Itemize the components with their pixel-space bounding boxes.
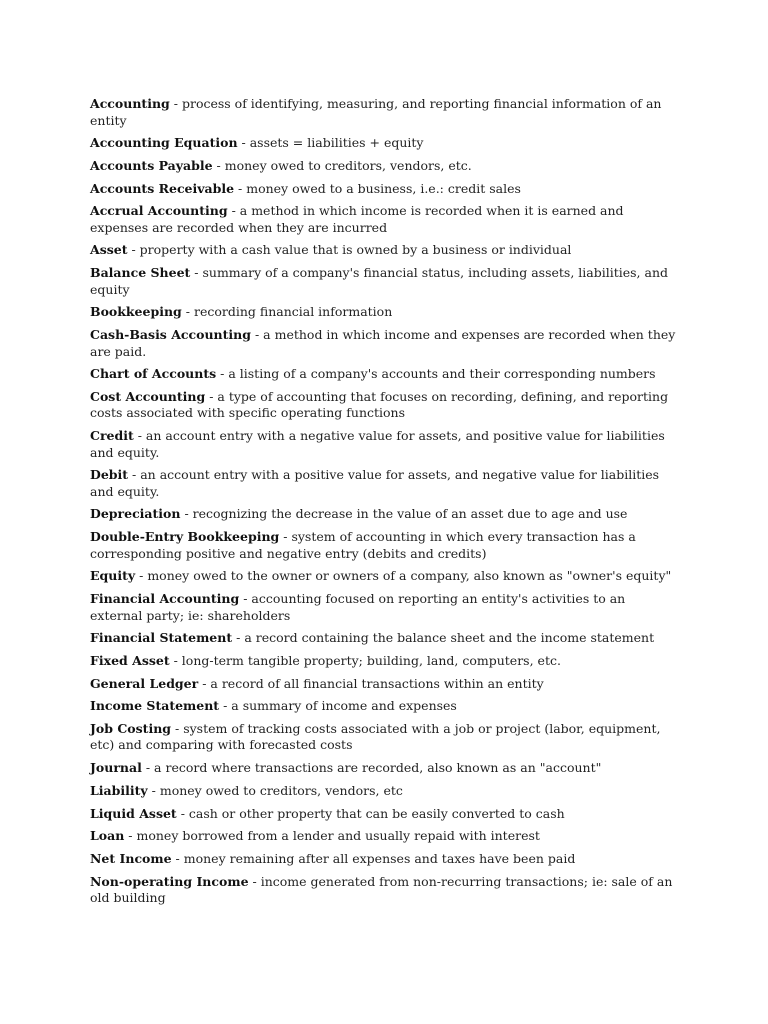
glossary-definition: money remaining after all expenses and taxes have been paid	[183, 850, 576, 866]
term-separator: -	[219, 698, 232, 714]
glossary-definition: a listing of a company's accounts and their corresponding numbers	[228, 366, 656, 382]
glossary-term: Accounts Payable	[90, 157, 213, 173]
glossary-definition: a type of accounting that focuses on recording, defining, and reporting costs associated with specific operating functions	[90, 388, 669, 421]
glossary-term: Journal	[90, 760, 142, 776]
glossary-term: Depreciation	[90, 506, 181, 522]
term-separator: -	[127, 242, 140, 258]
glossary-term: Accrual Accounting	[90, 203, 228, 219]
glossary-entry	[90, 428, 680, 461]
glossary-list	[90, 96, 680, 907]
glossary-term: Debit	[90, 467, 129, 483]
term-separator: -	[133, 428, 146, 444]
term-separator: -	[176, 805, 189, 821]
glossary-definition: assets = liabilities + equity	[249, 135, 424, 151]
glossary-document	[90, 96, 680, 913]
glossary-definition: a summary of income and expenses	[231, 698, 457, 714]
glossary-term: Loan	[90, 828, 125, 844]
term-separator: -	[279, 529, 292, 545]
glossary-definition: money borrowed from a lender and usually repaid with interest	[136, 828, 540, 844]
glossary-definition: recording financial information	[193, 304, 393, 320]
glossary-entry	[90, 721, 680, 754]
glossary-term: Liquid Asset	[90, 805, 177, 821]
glossary-entry	[90, 630, 680, 647]
glossary-entry	[90, 653, 680, 670]
glossary-term: Credit	[90, 428, 134, 444]
term-separator: -	[141, 760, 155, 776]
glossary-definition: property with a cash value that is owned by a business or individual	[139, 242, 572, 258]
term-separator: -	[232, 630, 245, 646]
term-separator: -	[251, 327, 264, 342]
glossary-term: Asset	[90, 242, 128, 258]
glossary-definition: money owed to creditors, vendors, etc.	[224, 157, 472, 173]
glossary-definition: an account entry with a negative value for assets, and positive value for liabilities and equity.	[90, 428, 665, 460]
glossary-definition: accounting focused on reporting an entity's activities to an external party; ie: shareholders	[90, 591, 626, 623]
glossary-definition: a record of all financial transactions within an entity	[210, 675, 544, 691]
glossary-definition: system of accounting in which every transaction has a corresponding positive and negative entry (debits and credits)	[90, 529, 636, 561]
glossary-definition: summary of a company's financial status, including assets, liabilities, and equity	[90, 265, 668, 297]
glossary-entry	[90, 203, 680, 236]
glossary-entry	[90, 676, 680, 693]
glossary-definition: a method in which income and expenses are recorded when they are paid.	[90, 327, 676, 359]
term-separator: -	[216, 366, 229, 382]
glossary-entry	[90, 265, 680, 298]
glossary-entry	[90, 698, 680, 715]
glossary-entry	[90, 304, 680, 321]
glossary-definition: a method in which income is recorded when it is earned and expenses are recorded when they are incurred	[90, 203, 624, 235]
glossary-entry	[90, 135, 680, 152]
glossary-entry	[90, 760, 680, 777]
glossary-entry	[90, 96, 680, 129]
glossary-term: Fixed Asset	[90, 652, 170, 668]
glossary-term: Income Statement	[90, 698, 220, 714]
glossary-term: Non-operating Income	[90, 873, 249, 889]
glossary-entry	[90, 366, 680, 383]
glossary-entry	[90, 467, 680, 500]
term-separator: -	[147, 782, 160, 798]
term-separator: -	[135, 568, 148, 584]
glossary-entry	[90, 851, 680, 868]
glossary-entry	[90, 806, 680, 823]
glossary-definition: long-term tangible property; building, land, computers, etc.	[181, 652, 561, 668]
glossary-entry	[90, 242, 680, 259]
term-separator: -	[190, 265, 203, 281]
term-separator: -	[180, 506, 193, 522]
glossary-term: Double-Entry Bookkeeping	[90, 529, 280, 545]
glossary-term: Financial Statement	[90, 630, 233, 646]
glossary-term: Cash-Basis Accounting	[90, 327, 251, 342]
glossary-entry	[90, 389, 680, 422]
term-separator: -	[181, 304, 194, 320]
glossary-entry	[90, 828, 680, 845]
term-separator: -	[227, 203, 240, 219]
term-separator: -	[169, 96, 182, 111]
glossary-entry	[90, 783, 680, 800]
glossary-entry	[90, 591, 680, 624]
glossary-term: Liability	[90, 782, 148, 798]
term-separator: -	[237, 135, 250, 151]
term-separator: -	[248, 873, 261, 889]
term-separator: -	[239, 591, 252, 606]
term-separator: -	[205, 388, 218, 404]
glossary-definition: process of identifying, measuring, and reporting financial information of an entity	[90, 96, 662, 128]
term-separator: -	[124, 828, 137, 844]
glossary-definition: recognizing the decrease in the value of an asset due to age and use	[192, 506, 628, 522]
term-separator: -	[171, 850, 184, 866]
glossary-term: Balance Sheet	[90, 265, 191, 281]
glossary-definition: system of tracking costs associated with a job or project (labor, equipment, etc) and comparing with forecasted costs	[90, 720, 661, 753]
glossary-term: Equity	[90, 568, 136, 584]
glossary-definition: money owed to a business, i.e.: credit sales	[246, 180, 521, 196]
glossary-entry	[90, 327, 680, 360]
term-separator: -	[212, 157, 225, 173]
glossary-term: General Ledger	[90, 675, 199, 691]
glossary-entry	[90, 506, 680, 523]
glossary-term: Job Costing	[90, 720, 172, 736]
glossary-entry	[90, 181, 680, 198]
glossary-term: Net Income	[90, 850, 172, 866]
glossary-definition: money owed to creditors, vendors, etc	[159, 782, 403, 798]
glossary-term: Accounts Receivable	[90, 180, 235, 196]
term-separator: -	[198, 675, 211, 691]
glossary-entry	[90, 158, 680, 175]
glossary-definition: income generated from non-recurring transactions; ie: sale of an old building	[90, 873, 673, 906]
glossary-term: Accounting	[90, 96, 170, 111]
glossary-entry	[90, 529, 680, 562]
term-separator: -	[128, 467, 141, 483]
glossary-term: Bookkeeping	[90, 304, 182, 320]
glossary-definition: a record where transactions are recorded, also known as an "account"	[154, 760, 602, 776]
glossary-term: Accounting Equation	[90, 135, 238, 151]
glossary-term: Financial Accounting	[90, 591, 240, 606]
glossary-definition: cash or other property that can be easily converted to cash	[188, 805, 565, 821]
glossary-definition: money owed to the owner or owners of a company, also known as "owner's equity"	[147, 568, 672, 584]
glossary-term: Cost Accounting	[90, 388, 206, 404]
glossary-definition: an account entry with a positive value for assets, and negative value for liabilities and equity.	[90, 467, 660, 499]
glossary-definition: a record containing the balance sheet and the income statement	[244, 630, 655, 646]
glossary-term: Chart of Accounts	[90, 366, 217, 382]
term-separator: -	[171, 720, 184, 736]
glossary-entry	[90, 874, 680, 907]
glossary-entry	[90, 568, 680, 585]
term-separator: -	[234, 180, 247, 196]
term-separator: -	[169, 652, 182, 668]
